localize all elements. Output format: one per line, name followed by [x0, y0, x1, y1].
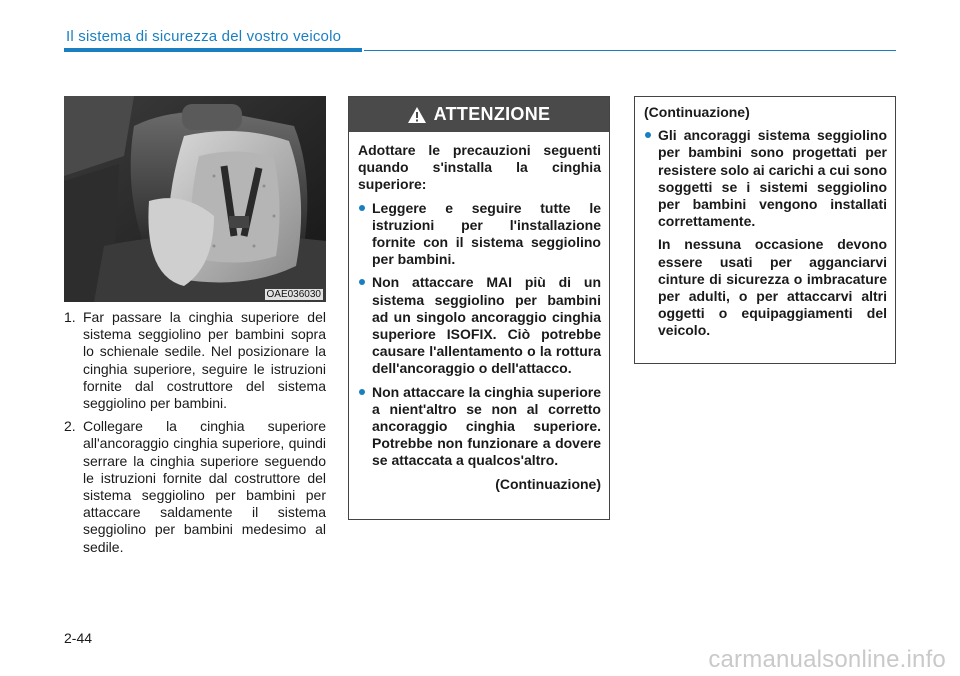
warning-bullet: Leggere e seguire tutte le istruzioni per l'installazione fornite con il sistema seggiolino per bambini. [358, 200, 601, 269]
section-title: Il sistema di sicurezza del vostro veicolo [66, 28, 342, 45]
continuation-paragraph: In nessuna occasione devono essere usati per agganciarvi cinture di sicurezza o imbracature per adulti, o per attaccarvi altri oggetti o equipaggiamenti del veicolo. [658, 236, 887, 339]
step-number: 2. [64, 418, 76, 435]
header-bar-thin [364, 50, 896, 51]
warning-triangle-icon [408, 107, 426, 123]
child-seat-illustration [64, 96, 326, 302]
step-item [64, 309, 326, 412]
warning-intro: Adottare le precauzioni seguenti quando s'installa la cinghia superiore: [358, 142, 601, 193]
step-text: Collegare la cinghia superiore all'ancoraggio cinghia superiore, quindi serrare la cinghia superiore seguendo le istruzioni fornite dal costruttore del sistema seggiolino per bambini per attaccare saldamente il sistema seggiolino per bambini medesimo al sedile. [83, 418, 326, 555]
warning-title: ATTENZIONE [433, 104, 551, 124]
warning-bullets [358, 200, 601, 470]
continuation-body [635, 97, 895, 340]
warning-header [349, 97, 609, 132]
step-item [64, 418, 326, 556]
installation-steps [64, 309, 326, 562]
step-text: Far passare la cinghia superiore del sistema seggiolino per bambini sopra lo schienale sedile. Nel posizionare la cinghia superiore, seguire le istruzioni fornite dal costruttore del sistema seggiolino per bambini. [83, 309, 326, 412]
continued-label: (Continuazione) [495, 475, 601, 492]
continuation-bullet: Gli ancoraggi sistema seggiolino per bambini sono progettati per resistere solo ai carichi a cui sono soggetti se i sistemi seggiolino per bambini vengono installati correttamente. [644, 127, 887, 230]
child-seat-photo [64, 96, 326, 302]
page-number: 2-44 [64, 630, 93, 646]
warning-bullet: Non attaccare la cinghia superiore a nient'altro se non al corretto ancoraggio cinghia superiore. Potrebbe non funzionare a dovere se attaccata a qualcos'altro. [358, 384, 601, 470]
watermark: carmanualsonline.info [708, 646, 946, 673]
header-bar-thick [64, 48, 362, 52]
warning-body [349, 132, 609, 493]
warning-bullet: Non attaccare MAI più di un sistema seggiolino per bambini ad un singolo ancoraggio cinghia superiore ISOFIX. Ciò potrebbe causare l'allentamento o la rottura dell'ancoraggio o dell'attacco. [358, 274, 601, 377]
warning-box [348, 96, 610, 520]
step-number: 1. [64, 309, 76, 325]
continuation-bullets [644, 127, 887, 230]
continuation-box [634, 96, 896, 364]
continuation-heading: (Continuazione) [644, 104, 750, 120]
figure-code: OAE036030 [266, 289, 321, 300]
